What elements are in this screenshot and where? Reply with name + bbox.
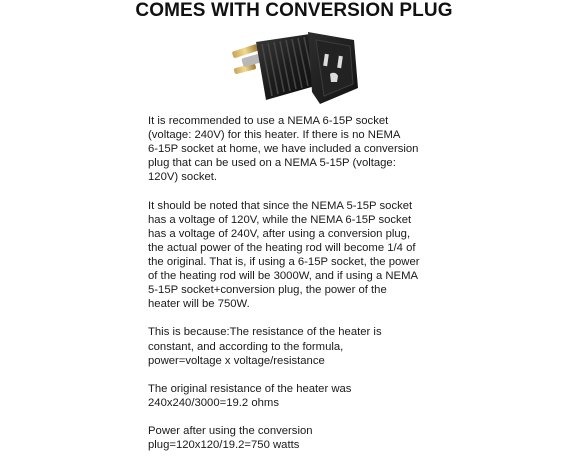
paragraph-recommendation: It is recommended to use a NEMA 6-15P socket (voltage: 240V) for this heater. If there is no NEMA 6-15P socket at home, we have included a conversion plug that can be used on a NEMA 5-15P (voltage: 120V) socket. [148, 115, 419, 184]
paragraph-converted-power: Power after using the conversion plug=120x120/19.2=750 watts [148, 425, 313, 452]
conversion-plug-adapter-icon [226, 26, 362, 112]
conversion-plug-image [226, 26, 362, 112]
section-heading: COMES WITH CONVERSION PLUG [135, 0, 453, 21]
paragraph-power-note: It should be noted that since the NEMA 5-15P socket has a voltage of 120V, while the NEMA 6-15P socket has a voltage of 240V, after using a conversion plug, the actual power of the heating rod will become 1/4 of the original. That is, if using a 6-15P socket, the power of the heating rod will be 3000W, and if using a NEMA 5-15P socket+conversion plug, the power of the heater will be 750W. [148, 199, 420, 311]
paragraph-original-resistance: The original resistance of the heater was 240x240/3000=19.2 ohms [148, 382, 352, 409]
description-text [148, 114, 448, 466]
paragraph-formula: This is because:The resistance of the heater is constant, and according to the formula, power=voltage x voltage/resistance [148, 326, 382, 367]
